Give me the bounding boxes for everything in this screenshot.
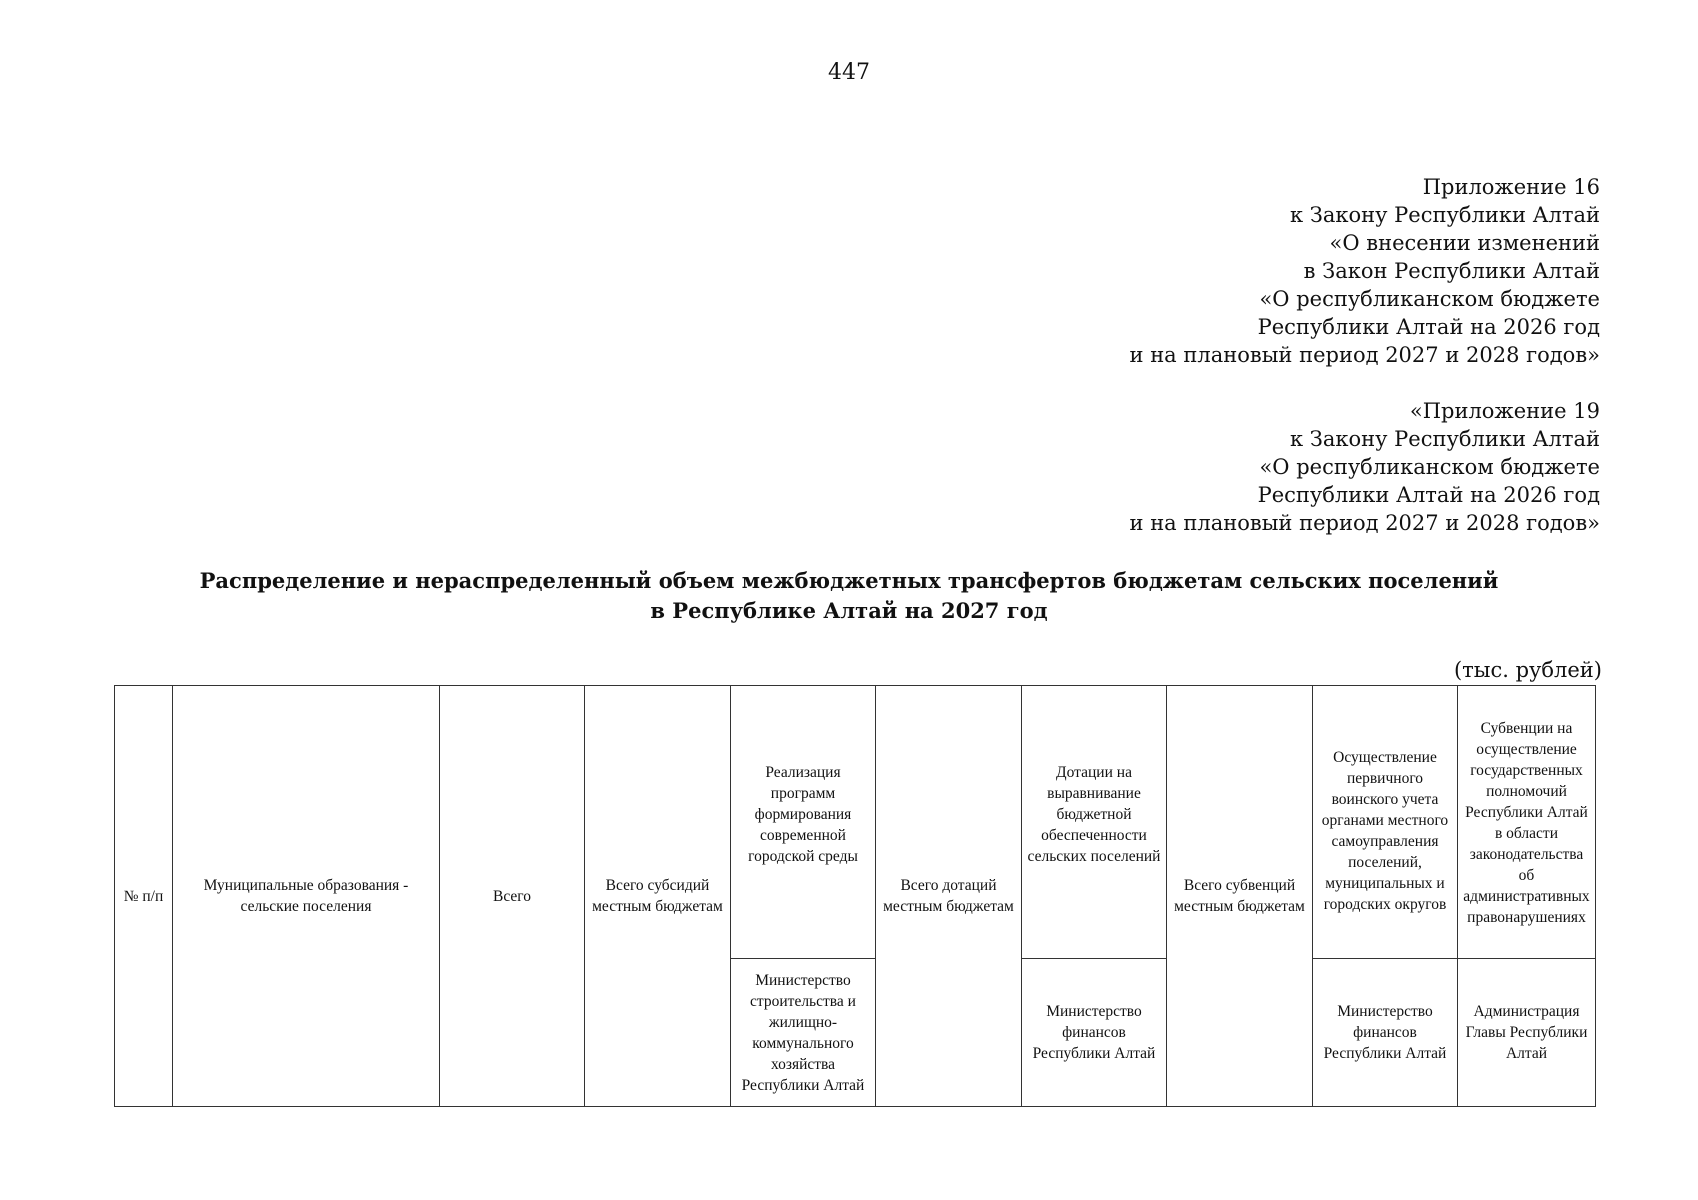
appendix-19-line: «О республиканском бюджете [1259, 455, 1600, 479]
header-number: № п/п [115, 686, 173, 1107]
appendix-16-line: и на плановый период 2027 и 2028 годов» [1129, 343, 1600, 367]
appendix-16-line: в Закон Республики Алтай [1303, 259, 1600, 283]
appendix-16-reference [1130, 173, 1600, 369]
header-administrative-offenses: Субвенции на осуществление государственных полномочий Республики Алтай в области законодательства об административных правонарушениях [1458, 686, 1596, 959]
header-municipality: Муниципальные образования - сельские поселения [173, 686, 440, 1107]
appendix-16-line: к Закону Республики Алтай [1289, 203, 1600, 227]
header-total: Всего [440, 686, 585, 1107]
appendix-16-line: Республики Алтай на 2026 год [1257, 315, 1600, 339]
document-title-line-1: Распределение и нераспределенный объем межбюджетных трансфертов бюджетам сельских поселений [199, 568, 1499, 593]
document-title [0, 566, 1698, 626]
header-urban-environment: Реализация программ формирования современной городской среды [731, 686, 876, 959]
header-total-subventions: Всего субвенций местным бюджетам [1167, 686, 1313, 1107]
units-label: (тыс. рублей) [1453, 658, 1602, 682]
header-military-registration: Осуществление первичного воинского учета органами местного самоуправления поселений, муниципальных и городских округов [1313, 686, 1458, 959]
page-number: 447 [828, 60, 870, 85]
header-equalization-grants: Дотации на выравнивание бюджетной обеспеченности сельских поселений [1022, 686, 1167, 959]
appendix-16-line: «О внесении изменений [1329, 231, 1600, 255]
administrator-construction-ministry: Министерство строительства и жилищно-коммунального хозяйства Республики Алтай [731, 959, 876, 1107]
appendix-19-line: и на плановый период 2027 и 2028 годов» [1129, 511, 1600, 535]
administrator-finance-ministry: Министерство финансов Республики Алтай [1022, 959, 1167, 1107]
appendix-19-line: «Приложение 19 [1409, 399, 1600, 423]
header-total-subsidies: Всего субсидий местным бюджетам [585, 686, 731, 1107]
administrator-finance-ministry: Министерство финансов Республики Алтай [1313, 959, 1458, 1107]
appendix-16-line: «О республиканском бюджете [1259, 287, 1600, 311]
table-header-row [115, 686, 1596, 959]
document-title-line-2: в Республике Алтай на 2027 год [650, 598, 1048, 623]
transfers-table [114, 685, 1596, 1107]
appendix-19-line: Республики Алтай на 2026 год [1257, 483, 1600, 507]
administrator-head-administration: Администрация Главы Республики Алтай [1458, 959, 1596, 1107]
header-total-grants: Всего дотаций местным бюджетам [876, 686, 1022, 1107]
appendix-16-line: Приложение 16 [1422, 175, 1600, 199]
appendix-19-reference [1130, 397, 1600, 537]
appendix-19-line: к Закону Республики Алтай [1289, 427, 1600, 451]
